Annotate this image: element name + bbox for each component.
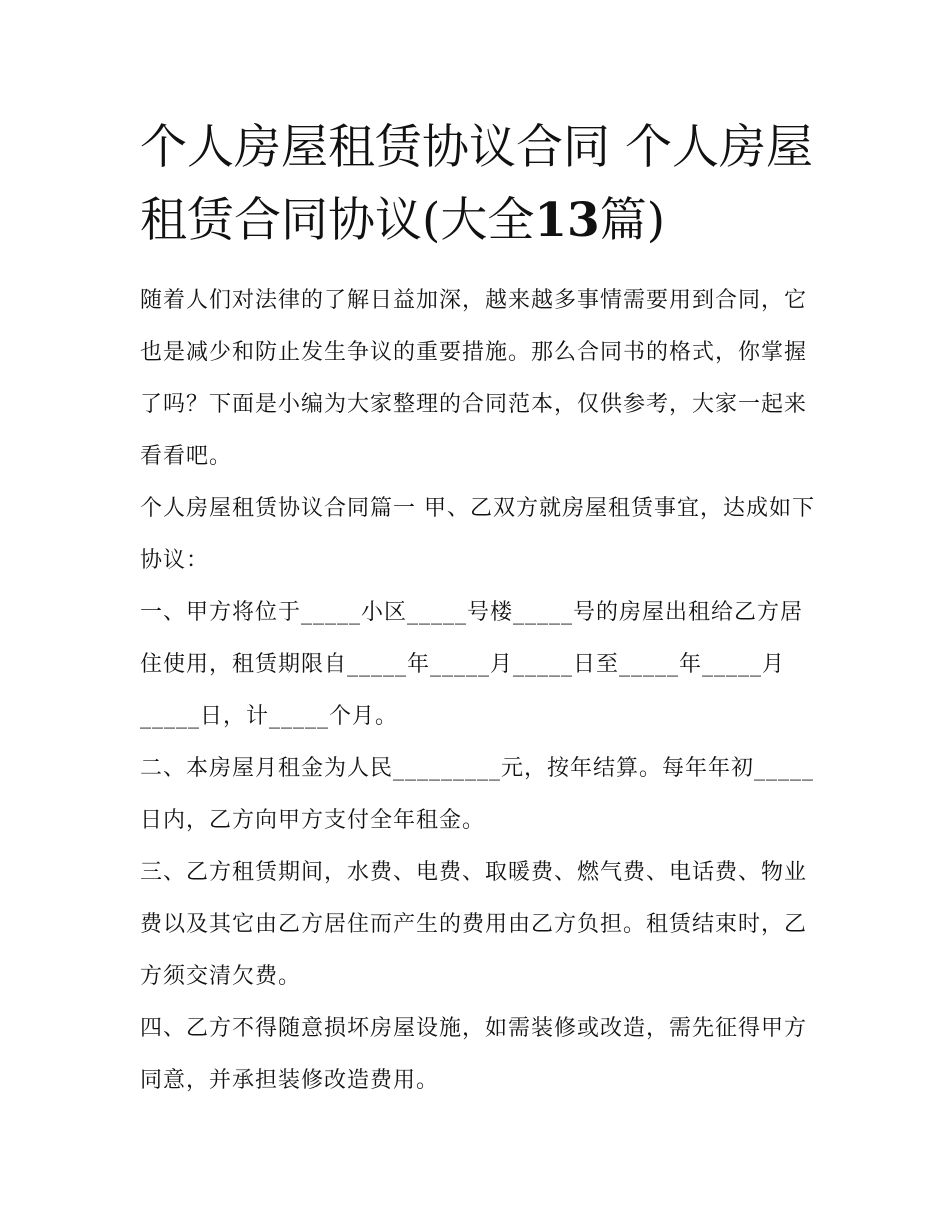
title-number: 13 xyxy=(534,192,600,248)
intro-paragraph: 随着人们对法律的了解日益加深，越来越多事情需要用到合同，它也是减少和防止发生争议的重要措施。那么合同书的格式，你掌握了吗？下面是小编为大家整理的合同范本，仅供参考，大家一起来看看吧。 xyxy=(140,288,808,469)
document-title xyxy=(140,112,820,258)
title-text: 个人房屋租赁协议合同 个人房屋租赁合同协议(大全 xyxy=(140,120,813,248)
clause-1-paragraph: 一、甲方将位于_____小区_____号楼_____号的房屋出租给乙方居住使用，租赁期限自_____年_____月_____日至_____年_____月_____日，计_____个月。 xyxy=(140,600,804,729)
title-suffix: 篇) xyxy=(599,192,666,248)
clause-2-paragraph: 二、本房屋月租金为人民_________元，按年结算。每年年初_____日内，乙方向甲方支付全年租金。 xyxy=(140,756,815,833)
clause-4-paragraph: 四、乙方不得随意损坏房屋设施，如需装修或改造，需先征得甲方同意，并承担装修改造费用。 xyxy=(140,1016,808,1093)
clause-3-paragraph: 三、乙方租赁期间，水费、电费、取暖费、燃气费、电话费、物业费以及其它由乙方居住而产生的费用由乙方负担。租赁结束时，乙方须交清欠费。 xyxy=(140,860,808,989)
section-heading-paragraph: 个人房屋租赁协议合同篇一 甲、乙双方就房屋租赁事宜，达成如下协议： xyxy=(140,496,815,573)
document-body xyxy=(140,275,820,1107)
